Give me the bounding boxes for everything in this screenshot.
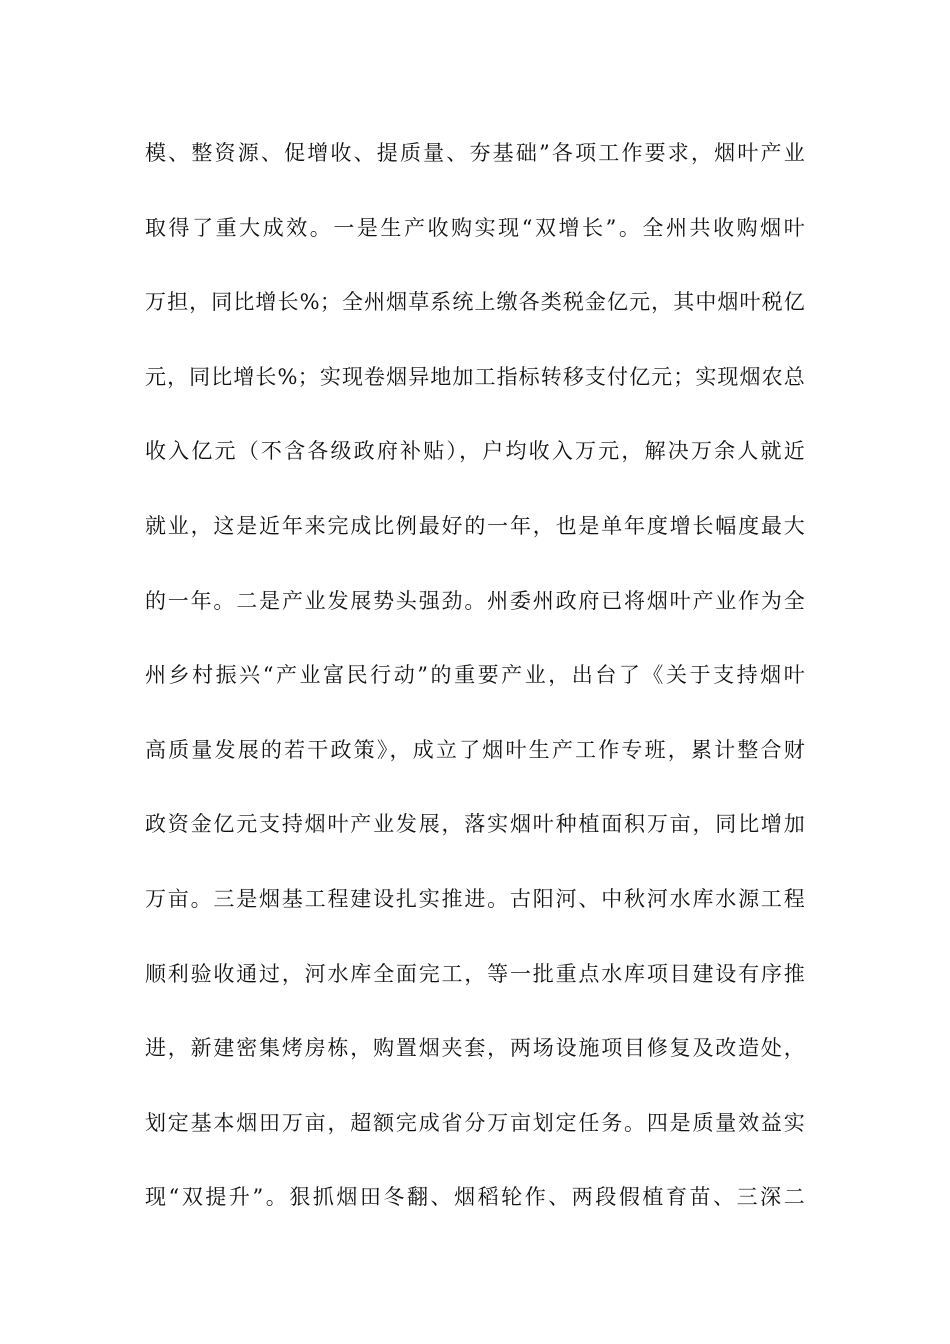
- text-line: 的一年。二是产业发展势头强劲。州委州政府已将烟叶产业作为全: [145, 588, 805, 613]
- text-line: 现“双提升”。狠抓烟田冬翻、烟稻轮作、两段假植育苗、三深二: [145, 1185, 805, 1210]
- text-line: 取得了重大成效。一是生产收购实现“双增长”。全州共收购烟叶: [145, 215, 805, 240]
- text-line: 顺利验收通过，河水库全面完工，等一批重点水库项目建设有序推: [145, 961, 805, 986]
- body-text: [145, 133, 805, 1252]
- text-line: 万亩。三是烟基工程建设扎实推进。古阳河、中秋河水库水源工程: [145, 886, 805, 911]
- text-line: 元，同比增长%；实现卷烟异地加工指标转移支付亿元；实现烟农总: [145, 364, 805, 389]
- text-line: 划定基本烟田万亩，超额完成省分万亩划定任务。四是质量效益实: [145, 1110, 805, 1135]
- text-line: 收入亿元（不含各级政府补贴），户均收入万元，解决万余人就近: [145, 439, 805, 464]
- text-line: 模、整资源、促增收、提质量、夯基础”各项工作要求，烟叶产业: [145, 141, 805, 165]
- text-line: 进，新建密集烤房栋，购置烟夹套，两场设施项目修复及改造处，: [145, 1036, 805, 1061]
- text-line: 就业，这是近年来完成比例最好的一年，也是单年度增长幅度最大: [145, 513, 805, 538]
- text-line: 高质量发展的若干政策》，成立了烟叶生产工作专班，累计整合财: [145, 737, 805, 762]
- text-line: 政资金亿元支持烟叶产业发展，落实烟叶种植面积万亩，同比增加: [145, 812, 805, 837]
- text-line: 州乡村振兴“产业富民行动”的重要产业，出台了《关于支持烟叶: [145, 663, 805, 688]
- text-line: 万担，同比增长%；全州烟草系统上缴各类税金亿元，其中烟叶税亿: [145, 290, 805, 315]
